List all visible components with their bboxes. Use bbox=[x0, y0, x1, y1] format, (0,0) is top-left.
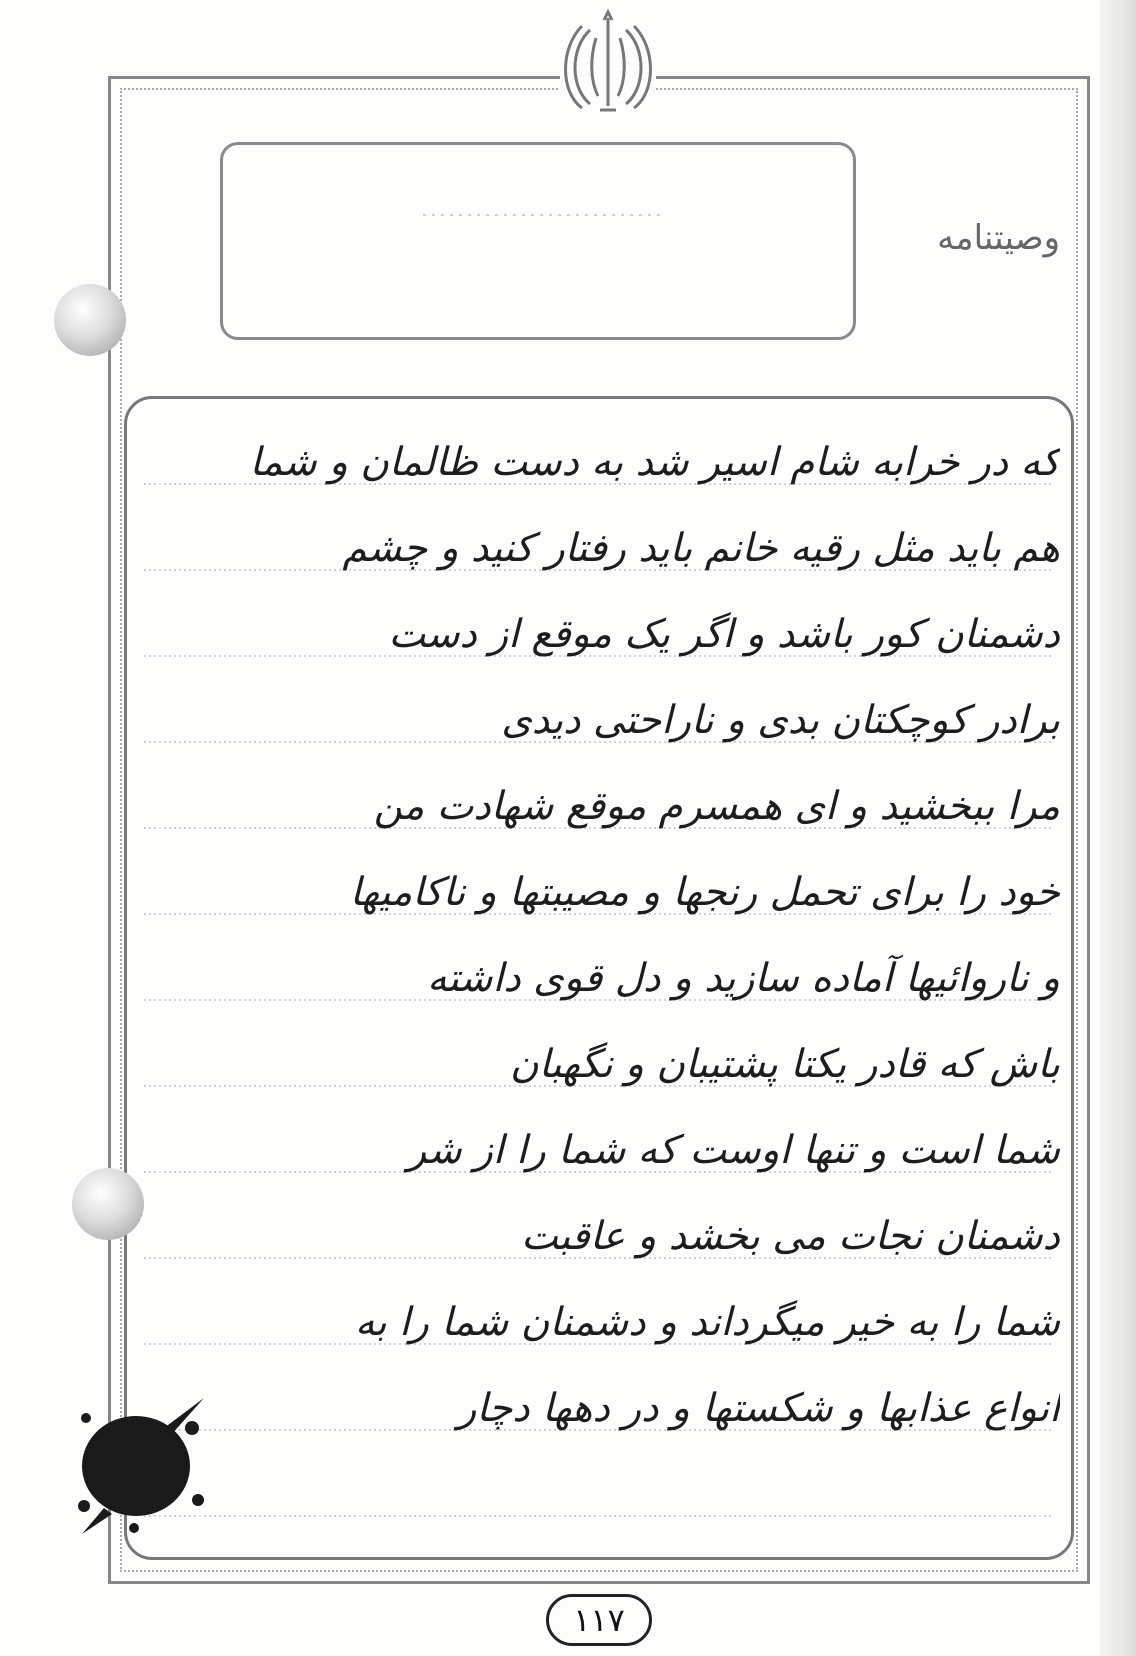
page-number: ۱۱۷ bbox=[546, 1594, 652, 1646]
text-line: باش که قادر یکتا پشتیبان و نگهبان bbox=[510, 1042, 1060, 1087]
text-line: دشمنان نجات می بخشد و عاقبت bbox=[521, 1214, 1060, 1259]
text-line: شما را به خیر میگرداند و دشمنان شما را به bbox=[354, 1300, 1060, 1345]
punch-hole-icon bbox=[72, 1168, 144, 1240]
ink-blot-icon bbox=[64, 1388, 214, 1538]
handwritten-text bbox=[150, 420, 1060, 1452]
header-box bbox=[220, 142, 856, 340]
text-line: انواع عذابها و شکستها و در دهها دچار bbox=[457, 1386, 1060, 1431]
text-line: و ناروائیها آماده سازید و دل قوی داشته bbox=[427, 956, 1060, 1001]
text-line: هم باید مثل رقیه خانم باید رفتار کنید و چشم bbox=[342, 526, 1060, 571]
text-line: دشمنان کور باشد و اگر یک موقع از دست bbox=[388, 612, 1060, 657]
iran-emblem-icon bbox=[560, 8, 656, 118]
text-line: که در خرابه شام اسیر شد به دست ظالمان و شما bbox=[249, 440, 1060, 485]
text-line: برادر کوچکتان بدی و ناراحتی دیدی bbox=[501, 698, 1060, 743]
text-line: مرا ببخشید و ای همسرم موقع شهادت من bbox=[373, 784, 1060, 829]
page-edge bbox=[1100, 0, 1136, 1656]
text-line: شما است و تنها اوست که شما را از شر bbox=[407, 1128, 1060, 1173]
punch-hole-icon bbox=[54, 284, 126, 356]
text-line: خود را برای تحمل رنجها و مصیبتها و ناکامیها bbox=[349, 870, 1060, 915]
document-title: وصیتنامه bbox=[937, 218, 1060, 258]
